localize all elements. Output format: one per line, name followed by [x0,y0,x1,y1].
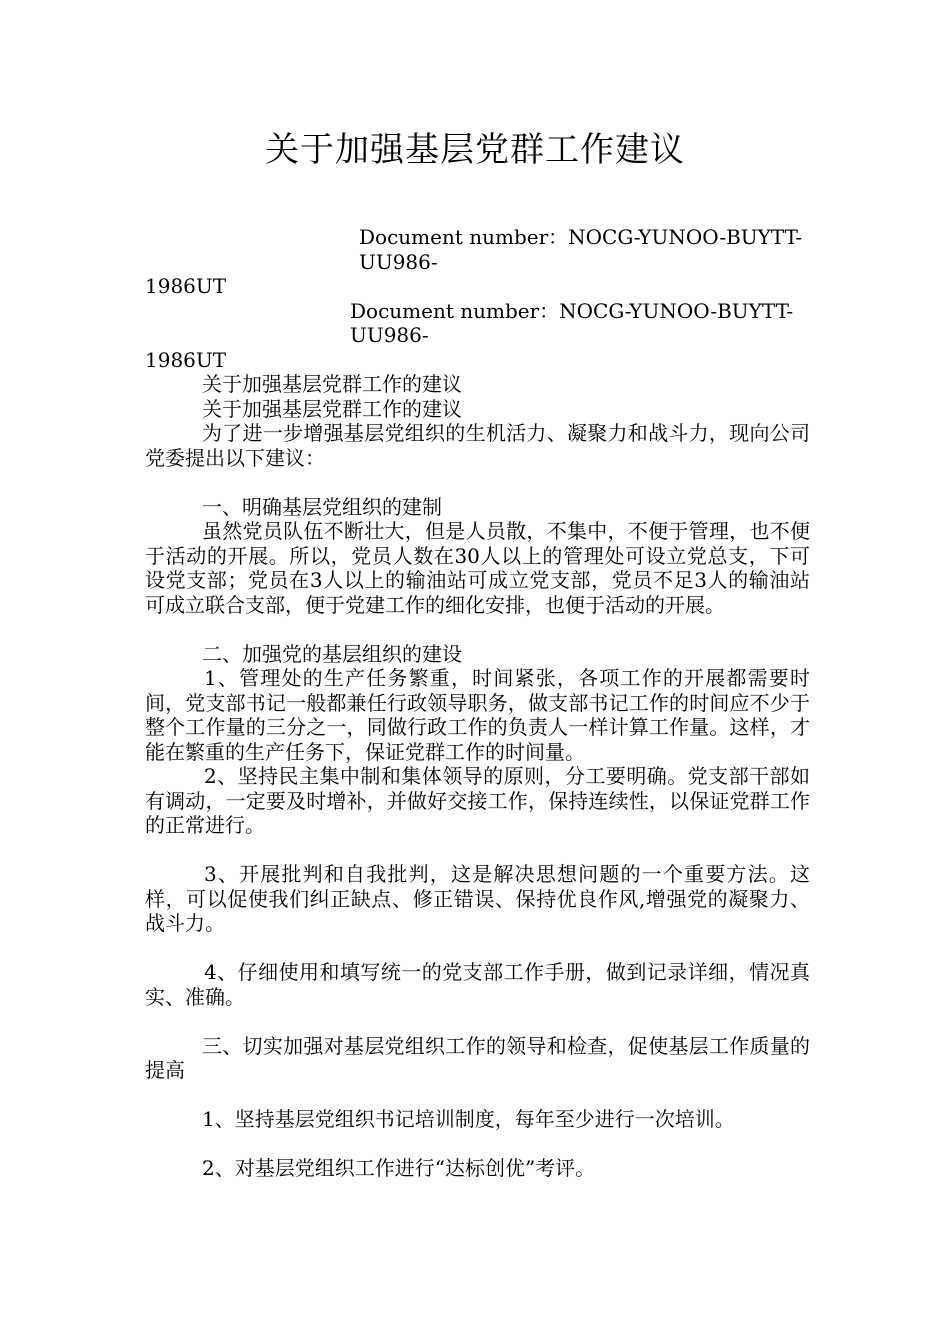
blank-line [145,1083,810,1108]
section-paragraph: 虽然党员队伍不断壮大，但是人员散，不集中，不便于管理，也不便于活动的开展。所以，党员人数在30人以上的管理处可设立党总支，下可设党支部；党员在3人以上的输油站可成立党支部，党员不足3人的输油站可成立联合支部，便于党建工作的细化安排，也便于活动的开展。 [145,519,810,617]
section-heading: 二、加强党的基层组织的建设 [202,641,462,666]
document-body [145,225,810,1181]
list-item: 1、管理处的生产任务繁重，时间紧张，各项工作的开展都需要时间，党支部书记一般都兼任行政领导职务，做支部书记工作的时间应不少于整个工作量的三分之一，同做行政工作的负责人一样计算工作量。这样，才能在繁重的生产任务下，保证党群工作的时间量。 [145,666,810,764]
document-number-label: Document number：NOCG-YUNOO-BUYTT-UU986- [350,298,794,347]
document-number-label: Document number：NOCG-YUNOO-BUYTT-UU986- [359,225,803,274]
list-item: 2、对基层党组织工作进行“达标创优”考评。 [202,1156,596,1180]
list-item: 3、开展批判和自我批判，这是解决思想问题的一个重要方法。这样，可以促使我们纠正缺点、修正错误、保持优良作风,增强党的凝聚力、战斗力。 [145,862,810,935]
blank-line [145,470,810,495]
subtitle: 关于加强基层党群工作的建议 [202,372,462,396]
blank-line [145,838,810,863]
subtitle: 关于加强基层党群工作的建议 [202,396,462,421]
document-number [145,225,810,299]
blank-line [145,936,810,961]
list-item: 2、坚持民主集中制和集体领导的原则，分工要明确。党支部干部如有调动，一定要及时增补，并做好交接工作，保持连续性，以保证党群工作的正常进行。 [145,764,810,837]
blank-line [145,1132,810,1157]
document-number-suffix: 1986UT [145,274,227,298]
section-heading: 一、明确基层党组织的建制 [202,494,442,519]
document-title: 关于加强基层党群工作建议 [265,130,685,170]
list-item: 1、坚持基层党组织书记培训制度，每年至少进行一次培训。 [202,1107,735,1131]
blank-line [145,617,810,642]
list-item: 4、仔细使用和填写统一的党支部工作手册，做到记录详细，情况真实、准确。 [145,960,810,1009]
blank-line [145,1009,810,1034]
document-number-suffix: 1986UT [145,347,227,372]
section-heading: 三、切实加强对基层党组织工作的领导和检查，促使基层工作质量的提高 [145,1033,810,1082]
document-number [145,299,810,373]
intro-paragraph: 为了进一步增强基层党组织的生机活力、凝聚力和战斗力，现向公司党委提出以下建议： [145,421,810,470]
